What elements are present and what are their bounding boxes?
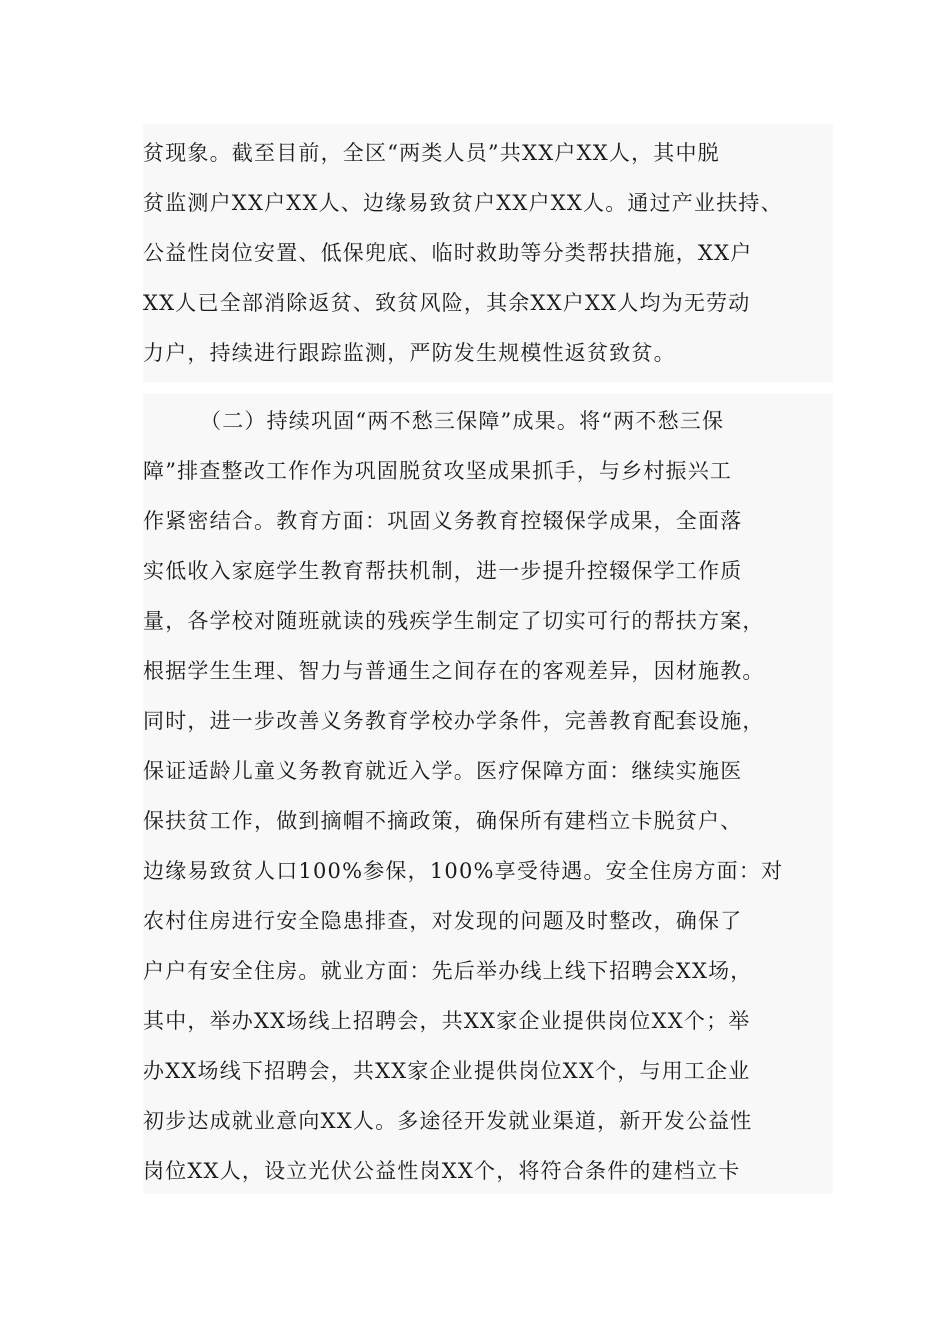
paragraph-line: 初步达成就业意向XX人。多途径开发就业渠道，新开发公益性 [143, 1109, 753, 1133]
paragraph-line: 作紧密结合。教育方面：巩固义务教育控辍保学成果，全面落 [143, 509, 743, 533]
paragraph-line: 保证适龄儿童义务教育就近入学。医疗保障方面：继续实施医 [143, 759, 743, 783]
paragraph-line: 实低收入家庭学生教育帮扶机制，进一步提升控辍保学工作质 [143, 559, 743, 583]
paragraph-line: 量，各学校对随班就读的残疾学生制定了切实可行的帮扶方案， [143, 609, 765, 633]
paragraph-line: 根据学生生理、智力与普通生之间存在的客观差异，因材施教。 [143, 659, 765, 683]
paragraph-line: 贫现象。截至目前，全区“两类人员”共XX户XX人，其中脱 [143, 141, 720, 165]
paragraph-line: （二）持续巩固“两不愁三保障”成果。将“两不愁三保 [200, 409, 725, 433]
paragraph-line: XX人已全部消除返贫、致贫风险，其余XX户XX人均为无劳动 [143, 291, 751, 315]
paragraph-2 [143, 394, 833, 1194]
paragraph-line: 岗位XX人，设立光伏公益性岗XX个，将符合条件的建档立卡 [143, 1159, 741, 1183]
paragraph-line: 其中，举办XX场线上招聘会，共XX家企业提供岗位XX个；举 [143, 1009, 751, 1033]
paragraph-line: 边缘易致贫人口100%参保，100%享受待遇。安全住房方面：对 [143, 859, 784, 883]
paragraph-line: 保扶贫工作，做到摘帽不摘政策，确保所有建档立卡脱贫户、 [143, 809, 743, 833]
paragraph-line: 农村住房进行安全隐患排查，对发现的问题及时整改，确保了 [143, 909, 743, 933]
paragraph-line: 同时，进一步改善义务教育学校办学条件，完善教育配套设施， [143, 709, 765, 733]
paragraph-line: 贫监测户XX户XX人、边缘易致贫户XX户XX人。通过产业扶持、 [143, 191, 783, 215]
paragraph-1 [143, 124, 833, 382]
paragraph-line: 办XX场线下招聘会，共XX家企业提供岗位XX个，与用工企业 [143, 1059, 751, 1083]
paragraph-line: 障”排查整改工作作为巩固脱贫攻坚成果抓手，与乡村振兴工 [143, 459, 733, 483]
paragraph-line: 户户有安全住房。就业方面：先后举办线上线下招聘会XX场， [143, 959, 753, 983]
paragraph-line: 力户，持续进行跟踪监测，严防发生规模性返贫致贫。 [143, 341, 676, 365]
paragraph-line: 公益性岗位安置、低保兜底、临时救助等分类帮扶措施，XX户 [143, 241, 753, 265]
